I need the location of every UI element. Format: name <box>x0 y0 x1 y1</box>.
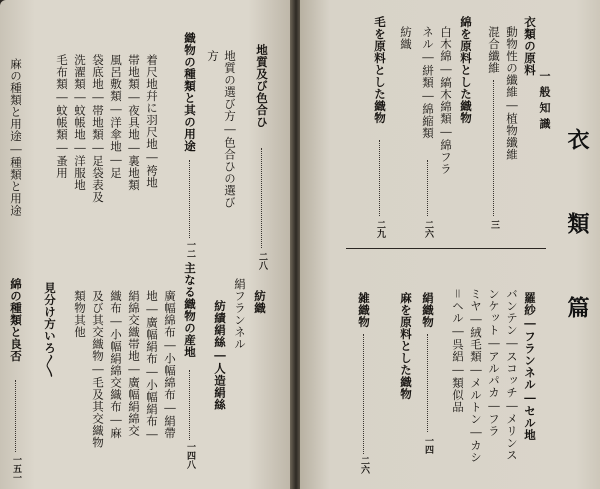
toc-entry: 綿の種類と良否 <box>9 278 23 362</box>
toc-entry: 毛布類―蚊帳類―蚤用 <box>55 54 69 179</box>
toc-entry: バンテン―スコッチ―メリンス <box>505 288 519 461</box>
toc-entry: 毛を原料とした織物 <box>373 16 387 124</box>
leader-dots <box>189 160 190 238</box>
leader-dots <box>15 380 16 452</box>
section-divider <box>346 248 546 249</box>
toc-entry: ミヤ―絨毛類―メルトン―カシ <box>469 288 483 464</box>
toc-entry: 紡績絹絲―人造絹絲 <box>213 300 227 411</box>
toc-entry: 主なる織物の産地 <box>183 262 197 358</box>
toc-entry: 織物の種類と其の用途 <box>183 32 197 152</box>
toc-entry: 地―廣幅絹布―小幅絹布― <box>145 290 159 442</box>
toc-entry: 動物性の纖維―植物纖維 <box>505 26 519 161</box>
leader-dots <box>427 160 428 216</box>
leader-dots <box>261 148 262 248</box>
toc-entry: 絹綿交織帯地―廣幅絹綿交 <box>127 290 141 437</box>
leader-dots <box>189 370 190 440</box>
toc-entry: 風呂敷類―洋傘地―足 <box>109 54 123 179</box>
page-number: 二八 <box>257 252 267 270</box>
toc-entry: 羅紗―フランネル―セル地 <box>523 292 537 441</box>
toc-entry: 方 <box>206 50 220 62</box>
toc-entry: 混合纖維 <box>487 26 501 74</box>
toc-entry: 着尺地幷に羽尺地―袴地 <box>145 54 159 189</box>
toc-entry: 地質及び色合ひ <box>255 44 269 128</box>
toc-entry: 帯地類―夜具地―裏地類 <box>127 54 141 191</box>
page-number: 一五一 <box>11 455 21 482</box>
leader-dots <box>493 80 494 216</box>
toc-entry: ネル―絣類―綿縮類 <box>421 26 435 139</box>
left-page <box>0 0 292 489</box>
page-number: 一二 <box>185 240 195 258</box>
right-page <box>300 0 600 489</box>
toc-entry: 雑織物 <box>357 292 371 328</box>
page-number: 二六 <box>423 220 433 238</box>
section-subtitle: 一般知識 <box>538 70 551 134</box>
toc-entry: 紡織 <box>399 26 413 50</box>
page-number: 二九 <box>375 220 385 238</box>
page-number: 二六 <box>359 456 369 474</box>
toc-entry: 袋底地―帯地類―足袋表及 <box>91 54 105 203</box>
toc-entry: 綿を原料とした織物 <box>459 16 473 124</box>
toc-entry: 絹フランネル <box>233 278 247 350</box>
toc-entry: 衣類の原料 <box>523 16 537 76</box>
toc-entry: 廣幅綿布―小幅綿布―絹帶 <box>163 290 177 439</box>
toc-entry: 麻の種類と用途―種類と用途 <box>9 58 23 217</box>
toc-entry: ＝ヘル―呉絽―類似品 <box>451 288 465 413</box>
toc-entry: 及び其交織物―毛及其交織物 <box>91 290 105 449</box>
toc-entry: ンケット―アルパカ―フラ <box>487 288 501 437</box>
page-number: 三 <box>489 220 499 229</box>
toc-entry: 類物其他 <box>73 290 87 338</box>
toc-entry: 洗濯類―蚊帳地―洋服地 <box>73 54 87 191</box>
toc-entry: 紡織 <box>253 290 267 314</box>
leader-dots <box>427 334 428 432</box>
toc-entry: 麻を原料とした織物 <box>399 292 413 400</box>
toc-entry: 白木綿―縞木綿類―綿フラ <box>439 26 453 175</box>
leader-dots <box>363 334 364 454</box>
toc-entry: 絹織物 <box>421 292 435 328</box>
toc-entry: 織布―小幅絹綿交織布―麻 <box>109 290 123 439</box>
section-title: 衣 類 篇 <box>564 128 590 336</box>
page-number: 一四八 <box>185 442 195 469</box>
toc-entry: 見分け方いろ〱 <box>43 282 57 378</box>
leader-dots <box>379 140 380 216</box>
page-number: 一四 <box>423 436 433 454</box>
toc-entry: 地質の選び方―色合ひの選び <box>223 50 237 209</box>
